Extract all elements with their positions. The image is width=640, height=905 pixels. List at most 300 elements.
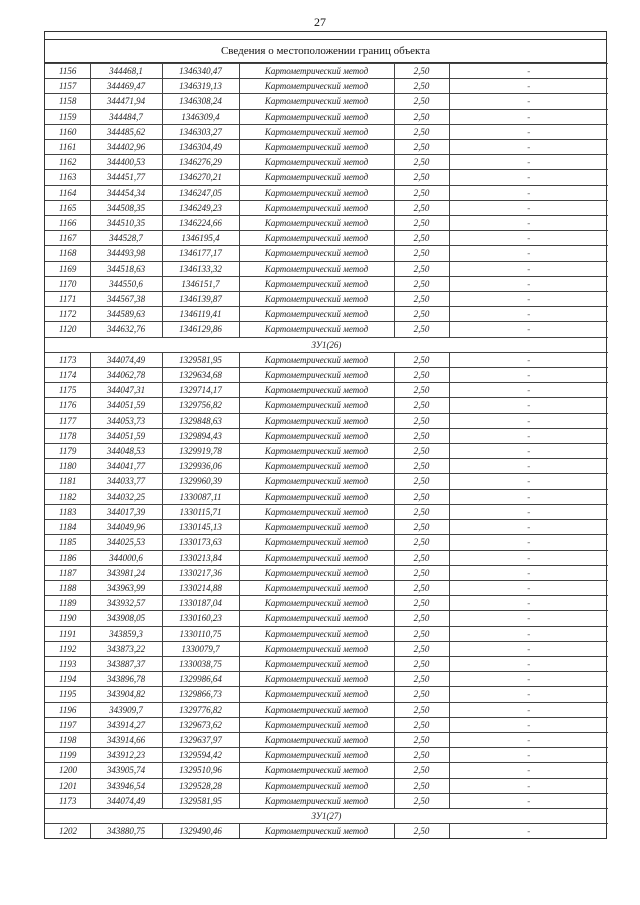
description-cell: -: [449, 216, 608, 231]
coordinate-y-cell: 1329510,96: [162, 763, 239, 778]
point-number-cell: 1195: [45, 687, 90, 702]
coordinate-x-cell: 343896,78: [90, 672, 162, 687]
coordinate-y-cell: 1330038,75: [162, 656, 239, 671]
description-cell: -: [449, 656, 608, 671]
method-cell: Картометрический метод: [239, 748, 394, 763]
coordinate-y-cell: 1346151,7: [162, 276, 239, 291]
point-number-cell: 1163: [45, 170, 90, 185]
point-number-cell: 1173: [45, 793, 90, 808]
point-number-cell: 1158: [45, 94, 90, 109]
table-row: [45, 580, 608, 595]
coordinate-x-cell: 344074,49: [90, 793, 162, 808]
coordinate-y-cell: 1329919,78: [162, 444, 239, 459]
point-number-cell: 1180: [45, 459, 90, 474]
accuracy-cell: 2,50: [394, 413, 449, 428]
description-cell: -: [449, 748, 608, 763]
table-row: [45, 124, 608, 139]
method-cell: Картометрический метод: [239, 656, 394, 671]
coordinate-y-cell: 1329866,73: [162, 687, 239, 702]
coordinate-y-cell: 1346224,66: [162, 216, 239, 231]
point-number-cell: 1175: [45, 383, 90, 398]
table-row: [45, 656, 608, 671]
table-row: [45, 717, 608, 732]
method-cell: Картометрический метод: [239, 489, 394, 504]
accuracy-cell: 2,50: [394, 459, 449, 474]
description-cell: -: [449, 155, 608, 170]
coordinate-y-cell: 1329986,64: [162, 672, 239, 687]
accuracy-cell: 2,50: [394, 748, 449, 763]
accuracy-cell: 2,50: [394, 216, 449, 231]
method-cell: Картометрический метод: [239, 246, 394, 261]
accuracy-cell: 2,50: [394, 793, 449, 808]
point-number-cell: 1168: [45, 246, 90, 261]
point-number-cell: 1186: [45, 550, 90, 565]
coordinate-y-cell: 1330110,75: [162, 626, 239, 641]
accuracy-cell: 2,50: [394, 626, 449, 641]
coordinate-x-cell: 344567,38: [90, 292, 162, 307]
coordinate-x-cell: 344484,7: [90, 109, 162, 124]
coordinate-y-cell: 1329776,82: [162, 702, 239, 717]
table-row: [45, 748, 608, 763]
coordinate-y-cell: 1346308,24: [162, 94, 239, 109]
coordinate-x-cell: 344032,25: [90, 489, 162, 504]
accuracy-cell: 2,50: [394, 428, 449, 443]
method-cell: Картометрический метод: [239, 550, 394, 565]
coordinate-x-cell: 344041,77: [90, 459, 162, 474]
description-cell: -: [449, 626, 608, 641]
method-cell: Картометрический метод: [239, 155, 394, 170]
accuracy-cell: 2,50: [394, 504, 449, 519]
description-cell: -: [449, 687, 608, 702]
coordinate-x-cell: 344033,77: [90, 474, 162, 489]
accuracy-cell: 2,50: [394, 64, 449, 79]
point-number-cell: 1174: [45, 368, 90, 383]
header-blank-row: [45, 32, 606, 40]
table-row: [45, 368, 608, 383]
description-cell: -: [449, 428, 608, 443]
coordinate-x-cell: 344017,39: [90, 504, 162, 519]
point-number-cell: 1196: [45, 702, 90, 717]
method-cell: Картометрический метод: [239, 64, 394, 79]
method-cell: Картометрический метод: [239, 200, 394, 215]
coordinate-y-cell: 1330214,88: [162, 580, 239, 595]
table-row: [45, 170, 608, 185]
table-row: [45, 322, 608, 337]
method-cell: Картометрический метод: [239, 398, 394, 413]
coordinate-y-cell: 1329848,63: [162, 413, 239, 428]
coordinate-x-cell: 344518,63: [90, 261, 162, 276]
accuracy-cell: 2,50: [394, 170, 449, 185]
accuracy-cell: 2,50: [394, 672, 449, 687]
table-row: [45, 200, 608, 215]
point-number-cell: 1173: [45, 352, 90, 367]
accuracy-cell: 2,50: [394, 824, 449, 839]
point-number-cell: 1157: [45, 79, 90, 94]
point-number-cell: 1165: [45, 200, 90, 215]
accuracy-cell: 2,50: [394, 687, 449, 702]
coordinate-x-cell: 344485,62: [90, 124, 162, 139]
table-row: [45, 155, 608, 170]
accuracy-cell: 2,50: [394, 444, 449, 459]
method-cell: Картометрический метод: [239, 307, 394, 322]
point-number-cell: 1201: [45, 778, 90, 793]
accuracy-cell: 2,50: [394, 763, 449, 778]
coordinate-y-cell: 1346249,23: [162, 200, 239, 215]
method-cell: Картометрический метод: [239, 216, 394, 231]
coordinate-y-cell: 1330115,71: [162, 504, 239, 519]
description-cell: -: [449, 717, 608, 732]
coordinate-x-cell: 344051,59: [90, 428, 162, 443]
coordinate-x-cell: 344469,47: [90, 79, 162, 94]
section-row: [45, 337, 608, 352]
coordinate-x-cell: 344471,94: [90, 94, 162, 109]
section-label: ЗУ1(27): [45, 808, 608, 823]
description-cell: -: [449, 322, 608, 337]
accuracy-cell: 2,50: [394, 261, 449, 276]
coordinate-y-cell: 1329594,42: [162, 748, 239, 763]
accuracy-cell: 2,50: [394, 474, 449, 489]
method-cell: Картометрический метод: [239, 185, 394, 200]
table-row: [45, 687, 608, 702]
point-number-cell: 1202: [45, 824, 90, 839]
coordinate-x-cell: 344047,31: [90, 383, 162, 398]
table-row: [45, 352, 608, 367]
point-number-cell: 1190: [45, 611, 90, 626]
point-number-cell: 1191: [45, 626, 90, 641]
point-number-cell: 1166: [45, 216, 90, 231]
coordinate-x-cell: 344402,96: [90, 140, 162, 155]
table-row: [45, 763, 608, 778]
method-cell: Картометрический метод: [239, 428, 394, 443]
table-row: [45, 793, 608, 808]
table-row: [45, 428, 608, 443]
table-row: [45, 626, 608, 641]
point-number-cell: 1184: [45, 520, 90, 535]
description-cell: -: [449, 124, 608, 139]
coordinate-x-cell: 343981,24: [90, 565, 162, 580]
description-cell: -: [449, 231, 608, 246]
description-cell: -: [449, 824, 608, 839]
description-cell: -: [449, 383, 608, 398]
coordinate-y-cell: 1346119,41: [162, 307, 239, 322]
description-cell: -: [449, 535, 608, 550]
point-number-cell: 1176: [45, 398, 90, 413]
accuracy-cell: 2,50: [394, 322, 449, 337]
accuracy-cell: 2,50: [394, 109, 449, 124]
method-cell: Картометрический метод: [239, 504, 394, 519]
coordinate-x-cell: 343946,54: [90, 778, 162, 793]
coordinate-x-cell: 343914,66: [90, 732, 162, 747]
coordinate-x-cell: 343914,27: [90, 717, 162, 732]
accuracy-cell: 2,50: [394, 535, 449, 550]
coordinate-y-cell: 1329714,17: [162, 383, 239, 398]
method-cell: Картометрический метод: [239, 231, 394, 246]
table-row: [45, 231, 608, 246]
coordinates-table-body: [45, 64, 608, 839]
table-row: [45, 778, 608, 793]
table-row: [45, 611, 608, 626]
point-number-cell: 1194: [45, 672, 90, 687]
coordinate-x-cell: 344062,78: [90, 368, 162, 383]
coordinate-y-cell: 1346303,27: [162, 124, 239, 139]
description-cell: -: [449, 413, 608, 428]
coordinate-x-cell: 344510,35: [90, 216, 162, 231]
description-cell: -: [449, 64, 608, 79]
coordinate-x-cell: 344493,98: [90, 246, 162, 261]
coordinate-x-cell: 343909,7: [90, 702, 162, 717]
description-cell: -: [449, 185, 608, 200]
point-number-cell: 1156: [45, 64, 90, 79]
coordinate-y-cell: 1346195,4: [162, 231, 239, 246]
coordinate-y-cell: 1329894,43: [162, 428, 239, 443]
accuracy-cell: 2,50: [394, 489, 449, 504]
method-cell: Картометрический метод: [239, 580, 394, 595]
coordinate-y-cell: 1330217,36: [162, 565, 239, 580]
coordinate-x-cell: 344048,53: [90, 444, 162, 459]
description-cell: -: [449, 778, 608, 793]
point-number-cell: 1200: [45, 763, 90, 778]
coordinate-x-cell: 344051,59: [90, 398, 162, 413]
accuracy-cell: 2,50: [394, 246, 449, 261]
coordinate-x-cell: 344589,63: [90, 307, 162, 322]
description-cell: -: [449, 459, 608, 474]
coordinate-x-cell: 344000,6: [90, 550, 162, 565]
table-row: [45, 276, 608, 291]
coordinate-y-cell: 1346319,13: [162, 79, 239, 94]
accuracy-cell: 2,50: [394, 732, 449, 747]
table-row: [45, 444, 608, 459]
point-number-cell: 1182: [45, 489, 90, 504]
method-cell: Картометрический метод: [239, 368, 394, 383]
description-cell: -: [449, 474, 608, 489]
coordinate-y-cell: 1329581,95: [162, 352, 239, 367]
point-number-cell: 1162: [45, 155, 90, 170]
point-number-cell: 1187: [45, 565, 90, 580]
point-number-cell: 1188: [45, 580, 90, 595]
accuracy-cell: 2,50: [394, 398, 449, 413]
coordinate-x-cell: 343873,22: [90, 641, 162, 656]
coordinate-y-cell: 1329528,28: [162, 778, 239, 793]
method-cell: Картометрический метод: [239, 687, 394, 702]
point-number-cell: 1120: [45, 322, 90, 337]
accuracy-cell: 2,50: [394, 352, 449, 367]
coordinate-x-cell: 344508,35: [90, 200, 162, 215]
coordinate-x-cell: 343905,74: [90, 763, 162, 778]
table-row: [45, 550, 608, 565]
table-row: [45, 504, 608, 519]
method-cell: Картометрический метод: [239, 79, 394, 94]
method-cell: Картометрический метод: [239, 824, 394, 839]
section-row: [45, 808, 608, 823]
coordinate-x-cell: 344454,34: [90, 185, 162, 200]
method-cell: Картометрический метод: [239, 626, 394, 641]
point-number-cell: 1199: [45, 748, 90, 763]
coordinate-x-cell: 344550,6: [90, 276, 162, 291]
table-row: [45, 185, 608, 200]
accuracy-cell: 2,50: [394, 550, 449, 565]
coordinate-x-cell: 343904,82: [90, 687, 162, 702]
table-row: [45, 535, 608, 550]
coordinate-y-cell: 1329637,97: [162, 732, 239, 747]
point-number-cell: 1172: [45, 307, 90, 322]
coordinate-x-cell: 344025,53: [90, 535, 162, 550]
accuracy-cell: 2,50: [394, 276, 449, 291]
point-number-cell: 1183: [45, 504, 90, 519]
method-cell: Картометрический метод: [239, 459, 394, 474]
method-cell: Картометрический метод: [239, 520, 394, 535]
method-cell: Картометрический метод: [239, 535, 394, 550]
coordinate-y-cell: 1346304,49: [162, 140, 239, 155]
accuracy-cell: 2,50: [394, 292, 449, 307]
method-cell: Картометрический метод: [239, 383, 394, 398]
table-row: [45, 702, 608, 717]
accuracy-cell: 2,50: [394, 185, 449, 200]
coordinate-x-cell: 344074,49: [90, 352, 162, 367]
accuracy-cell: 2,50: [394, 702, 449, 717]
description-cell: -: [449, 261, 608, 276]
coordinate-x-cell: 343859,3: [90, 626, 162, 641]
point-number-cell: 1164: [45, 185, 90, 200]
table-row: [45, 459, 608, 474]
point-number-cell: 1177: [45, 413, 90, 428]
coordinate-y-cell: 1329936,06: [162, 459, 239, 474]
point-number-cell: 1171: [45, 292, 90, 307]
point-number-cell: 1159: [45, 109, 90, 124]
description-cell: -: [449, 109, 608, 124]
accuracy-cell: 2,50: [394, 140, 449, 155]
description-cell: -: [449, 444, 608, 459]
coordinate-x-cell: 343880,75: [90, 824, 162, 839]
accuracy-cell: 2,50: [394, 565, 449, 580]
table-row: [45, 307, 608, 322]
table-row: [45, 216, 608, 231]
table-row: [45, 398, 608, 413]
point-number-cell: 1167: [45, 231, 90, 246]
point-number-cell: 1185: [45, 535, 90, 550]
description-cell: -: [449, 398, 608, 413]
method-cell: Картометрический метод: [239, 793, 394, 808]
point-number-cell: 1197: [45, 717, 90, 732]
table-row: [45, 261, 608, 276]
method-cell: Картометрический метод: [239, 474, 394, 489]
description-cell: -: [449, 672, 608, 687]
table-row: [45, 565, 608, 580]
coordinate-x-cell: 344049,96: [90, 520, 162, 535]
coordinate-x-cell: 343908,05: [90, 611, 162, 626]
table-row: [45, 246, 608, 261]
table-row: [45, 824, 608, 839]
point-number-cell: 1181: [45, 474, 90, 489]
table-row: [45, 474, 608, 489]
method-cell: Картометрический метод: [239, 596, 394, 611]
coordinate-x-cell: 344468,1: [90, 64, 162, 79]
coordinate-y-cell: 1346276,29: [162, 155, 239, 170]
coordinate-y-cell: 1330213,84: [162, 550, 239, 565]
accuracy-cell: 2,50: [394, 94, 449, 109]
accuracy-cell: 2,50: [394, 641, 449, 656]
method-cell: Картометрический метод: [239, 413, 394, 428]
method-cell: Картометрический метод: [239, 763, 394, 778]
table-row: [45, 413, 608, 428]
description-cell: -: [449, 94, 608, 109]
method-cell: Картометрический метод: [239, 124, 394, 139]
accuracy-cell: 2,50: [394, 656, 449, 671]
coordinate-y-cell: 1346177,17: [162, 246, 239, 261]
coordinate-x-cell: 343963,99: [90, 580, 162, 595]
table-row: [45, 140, 608, 155]
coordinate-y-cell: 1346133,32: [162, 261, 239, 276]
description-cell: -: [449, 565, 608, 580]
table-row: [45, 732, 608, 747]
coordinate-y-cell: 1330145,13: [162, 520, 239, 535]
coordinate-y-cell: 1330087,11: [162, 489, 239, 504]
accuracy-cell: 2,50: [394, 231, 449, 246]
coordinate-x-cell: 343887,37: [90, 656, 162, 671]
point-number-cell: 1198: [45, 732, 90, 747]
coordinate-x-cell: 344632,76: [90, 322, 162, 337]
accuracy-cell: 2,50: [394, 596, 449, 611]
accuracy-cell: 2,50: [394, 383, 449, 398]
method-cell: Картометрический метод: [239, 565, 394, 580]
coordinate-x-cell: 343932,57: [90, 596, 162, 611]
coordinate-x-cell: 344528,7: [90, 231, 162, 246]
coordinates-sheet: [44, 31, 607, 839]
coordinate-y-cell: 1346139,87: [162, 292, 239, 307]
coordinate-y-cell: 1329490,46: [162, 824, 239, 839]
coordinate-y-cell: 1346270,21: [162, 170, 239, 185]
description-cell: -: [449, 246, 608, 261]
table-row: [45, 596, 608, 611]
point-number-cell: 1193: [45, 656, 90, 671]
description-cell: -: [449, 79, 608, 94]
table-row: [45, 641, 608, 656]
point-number-cell: 1178: [45, 428, 90, 443]
page-number: 27: [314, 15, 326, 29]
table-row: [45, 109, 608, 124]
description-cell: -: [449, 580, 608, 595]
coordinate-y-cell: 1329634,68: [162, 368, 239, 383]
coordinate-y-cell: 1330187,04: [162, 596, 239, 611]
description-cell: -: [449, 596, 608, 611]
coordinate-y-cell: 1329756,82: [162, 398, 239, 413]
coordinate-y-cell: 1329960,39: [162, 474, 239, 489]
description-cell: -: [449, 140, 608, 155]
table-row: [45, 383, 608, 398]
description-cell: -: [449, 611, 608, 626]
method-cell: Картометрический метод: [239, 611, 394, 626]
accuracy-cell: 2,50: [394, 124, 449, 139]
accuracy-cell: 2,50: [394, 611, 449, 626]
coordinate-y-cell: 1346129,86: [162, 322, 239, 337]
coordinate-y-cell: 1330079,7: [162, 641, 239, 656]
method-cell: Картометрический метод: [239, 672, 394, 687]
method-cell: Картометрический метод: [239, 702, 394, 717]
description-cell: -: [449, 641, 608, 656]
coordinate-y-cell: 1346340,47: [162, 64, 239, 79]
description-cell: -: [449, 200, 608, 215]
accuracy-cell: 2,50: [394, 79, 449, 94]
point-number-cell: 1161: [45, 140, 90, 155]
accuracy-cell: 2,50: [394, 307, 449, 322]
accuracy-cell: 2,50: [394, 368, 449, 383]
accuracy-cell: 2,50: [394, 520, 449, 535]
coordinate-x-cell: 344400,53: [90, 155, 162, 170]
description-cell: -: [449, 292, 608, 307]
table-row: [45, 94, 608, 109]
method-cell: Картометрический метод: [239, 170, 394, 185]
coordinates-table: [45, 63, 608, 838]
coordinate-x-cell: 344053,73: [90, 413, 162, 428]
